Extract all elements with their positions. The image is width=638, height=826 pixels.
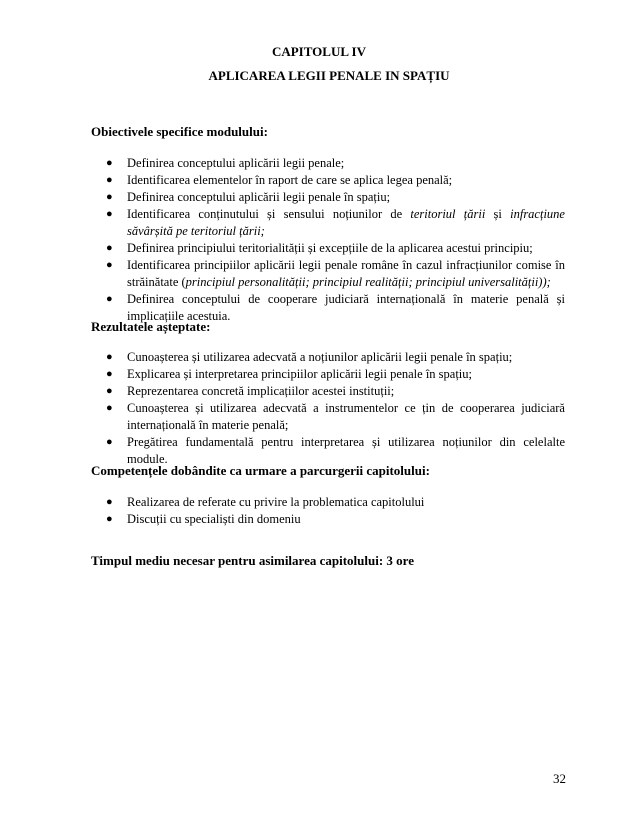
- chapter-number: CAPITOLUL IV: [271, 44, 367, 59]
- objectives-heading: Obiectivele specifice modulului:: [91, 124, 268, 139]
- list-item: ● Discuții cu specialiști din domeniu: [106, 512, 301, 526]
- list-item: ● Pregătirea fundamentală pentru interpretarea și utilizarea noțiunilor din celelalte module.: [106, 435, 565, 466]
- list-item: ● Definirea conceptului aplicării legii penale în spațiu;: [106, 190, 391, 204]
- bullet-icon: ●: [106, 293, 113, 305]
- objectives-list: [91, 155, 565, 325]
- list-item: ● Explicarea și interpretarea principiilor aplicării legii penale în spațiu;: [106, 367, 472, 381]
- competences-heading: Competențele dobândite ca urmare a parcurgerii capitolului:: [91, 463, 430, 478]
- bullet-icon: ●: [106, 174, 113, 186]
- bullet-icon: ●: [106, 191, 113, 203]
- bullet-icon: ●: [106, 351, 113, 363]
- bullet-icon: ●: [106, 259, 113, 271]
- time-required: Timpul mediu necesar pentru asimilarea capitolului: 3 ore: [91, 553, 414, 568]
- bullet-icon: ●: [106, 496, 113, 508]
- bullet-icon: ●: [106, 436, 113, 448]
- bullet-icon: ●: [106, 157, 113, 169]
- page-number: 32: [553, 771, 566, 786]
- list-item: ● Identificarea elementelor în raport de care se aplica legea penală;: [106, 173, 453, 187]
- bullet-icon: ●: [106, 513, 113, 525]
- competences-list: [91, 494, 565, 528]
- list-item: ● Realizarea de referate cu privire la problematica capitolului: [106, 495, 425, 509]
- bullet-icon: ●: [106, 208, 113, 220]
- bullet-icon: ●: [106, 368, 113, 380]
- list-item: ● Cunoașterea și utilizarea adecvată a noțiunilor aplicării legii penale în spațiu;: [106, 350, 513, 364]
- list-item: ● Reprezentarea concretă implicațiilor acestei instituții;: [106, 384, 395, 398]
- list-item: ● Identificarea conținutului și sensului noțiunilor de teritoriul țării și infracțiune săvârșită pe teritoriul țării;: [106, 207, 565, 238]
- results-list: [91, 349, 565, 468]
- list-item: ● Definirea conceptului de cooperare judiciară internațională în materie penală și implicațiile acestuia.: [106, 292, 565, 323]
- chapter-title: APLICAREA LEGII PENALE IN SPAȚIU: [208, 68, 450, 83]
- list-item: ● Identificarea principiilor aplicării legii penale române în cazul infracțiunilor comise în străinătate (principiul personalității; principiul realității; principiul universalității));: [106, 258, 565, 289]
- list-item: ● Definirea principiului teritorialității și excepțiile de la aplicarea acestui principiu;: [106, 241, 533, 255]
- bullet-icon: ●: [106, 385, 113, 397]
- bullet-icon: ●: [106, 402, 113, 414]
- list-item: ● Cunoașterea și utilizarea adecvată a instrumentelor ce țin de cooperarea judiciară internațională în materie penală;: [106, 401, 565, 432]
- list-item: ● Definirea conceptului aplicării legii penale;: [106, 156, 345, 170]
- bullet-icon: ●: [106, 242, 113, 254]
- results-heading: Rezultatele așteptate:: [91, 319, 211, 334]
